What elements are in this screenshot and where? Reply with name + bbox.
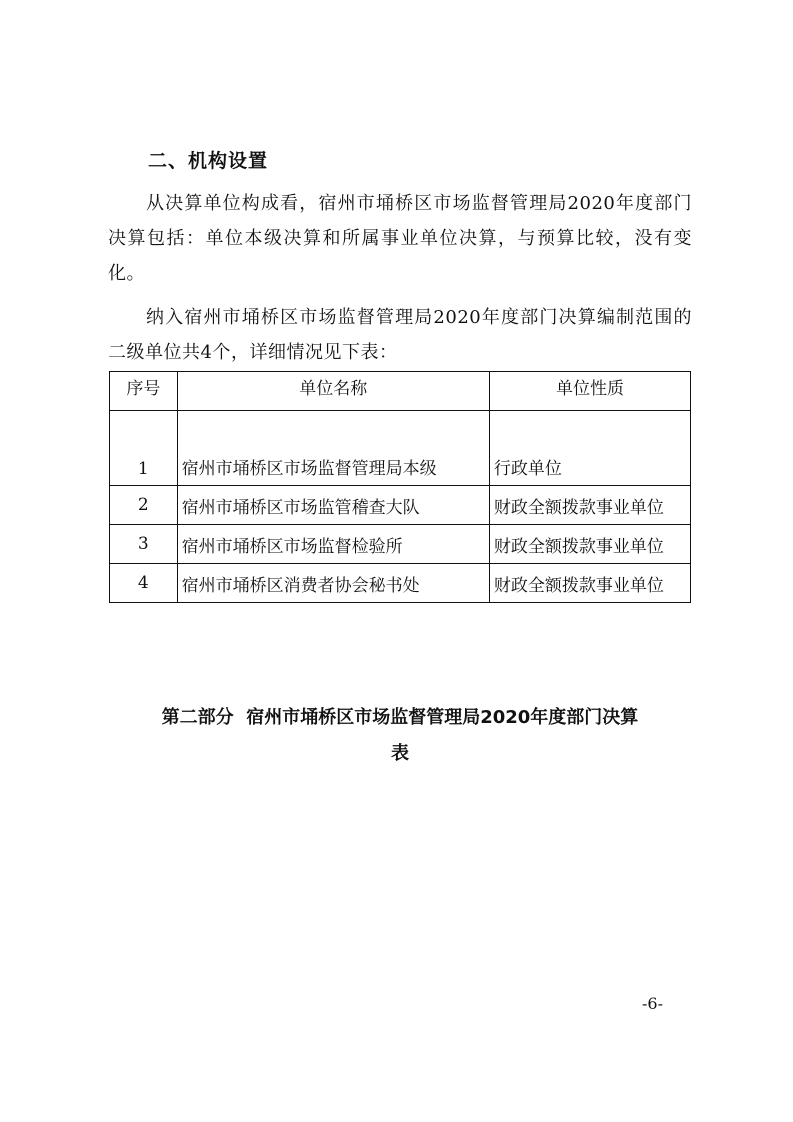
part-title — [108, 700, 692, 772]
header-unit-type: 单位性质 — [489, 372, 690, 411]
row-index: 3 — [110, 525, 178, 564]
row-unit-name: 宿州市埇桥区市场监督管理局本级 — [177, 411, 489, 486]
row-index: 2 — [110, 486, 178, 525]
row-unit-type: 财政全额拨款事业单位 — [489, 486, 690, 525]
row-unit-name: 宿州市埇桥区市场监督检验所 — [177, 525, 489, 564]
paragraph-budget-composition: 从决算单位构成看，宿州市埇桥区市场监督管理局2020年度部门决算包括：单位本级决算和所属事业单位决算，与预算比较，没有变化。 — [108, 193, 692, 284]
table-row — [110, 486, 691, 525]
row-unit-type: 财政全额拨款事业单位 — [489, 525, 690, 564]
row-unit-name: 宿州市埇桥区消费者协会秘书处 — [177, 564, 489, 603]
row-unit-type: 财政全额拨款事业单位 — [489, 564, 690, 603]
row-unit-name: 宿州市埇桥区市场监管稽查大队 — [177, 486, 489, 525]
units-table — [109, 371, 691, 603]
paragraph-secondary-units: 纳入宿州市埇桥区市场监督管理局2020年度部门决算编制范围的二级单位共4个，详细情况见下表： — [108, 307, 692, 363]
table-row — [110, 411, 691, 486]
section-heading: 二、机构设置 — [148, 150, 269, 172]
table-row — [110, 564, 691, 603]
row-unit-type: 行政单位 — [489, 411, 690, 486]
header-index: 序号 — [110, 372, 178, 411]
part-title-line-2: 表 — [391, 743, 409, 764]
table-header-row — [110, 372, 691, 411]
table-row — [110, 525, 691, 564]
row-index: 4 — [110, 564, 178, 603]
row-index: 1 — [110, 411, 178, 486]
part-title-line-1: 第二部分 宿州市埇桥区市场监督管理局2020年度部门决算 — [161, 707, 639, 728]
page-number: -6- — [642, 994, 663, 1013]
header-unit-name: 单位名称 — [177, 372, 489, 411]
